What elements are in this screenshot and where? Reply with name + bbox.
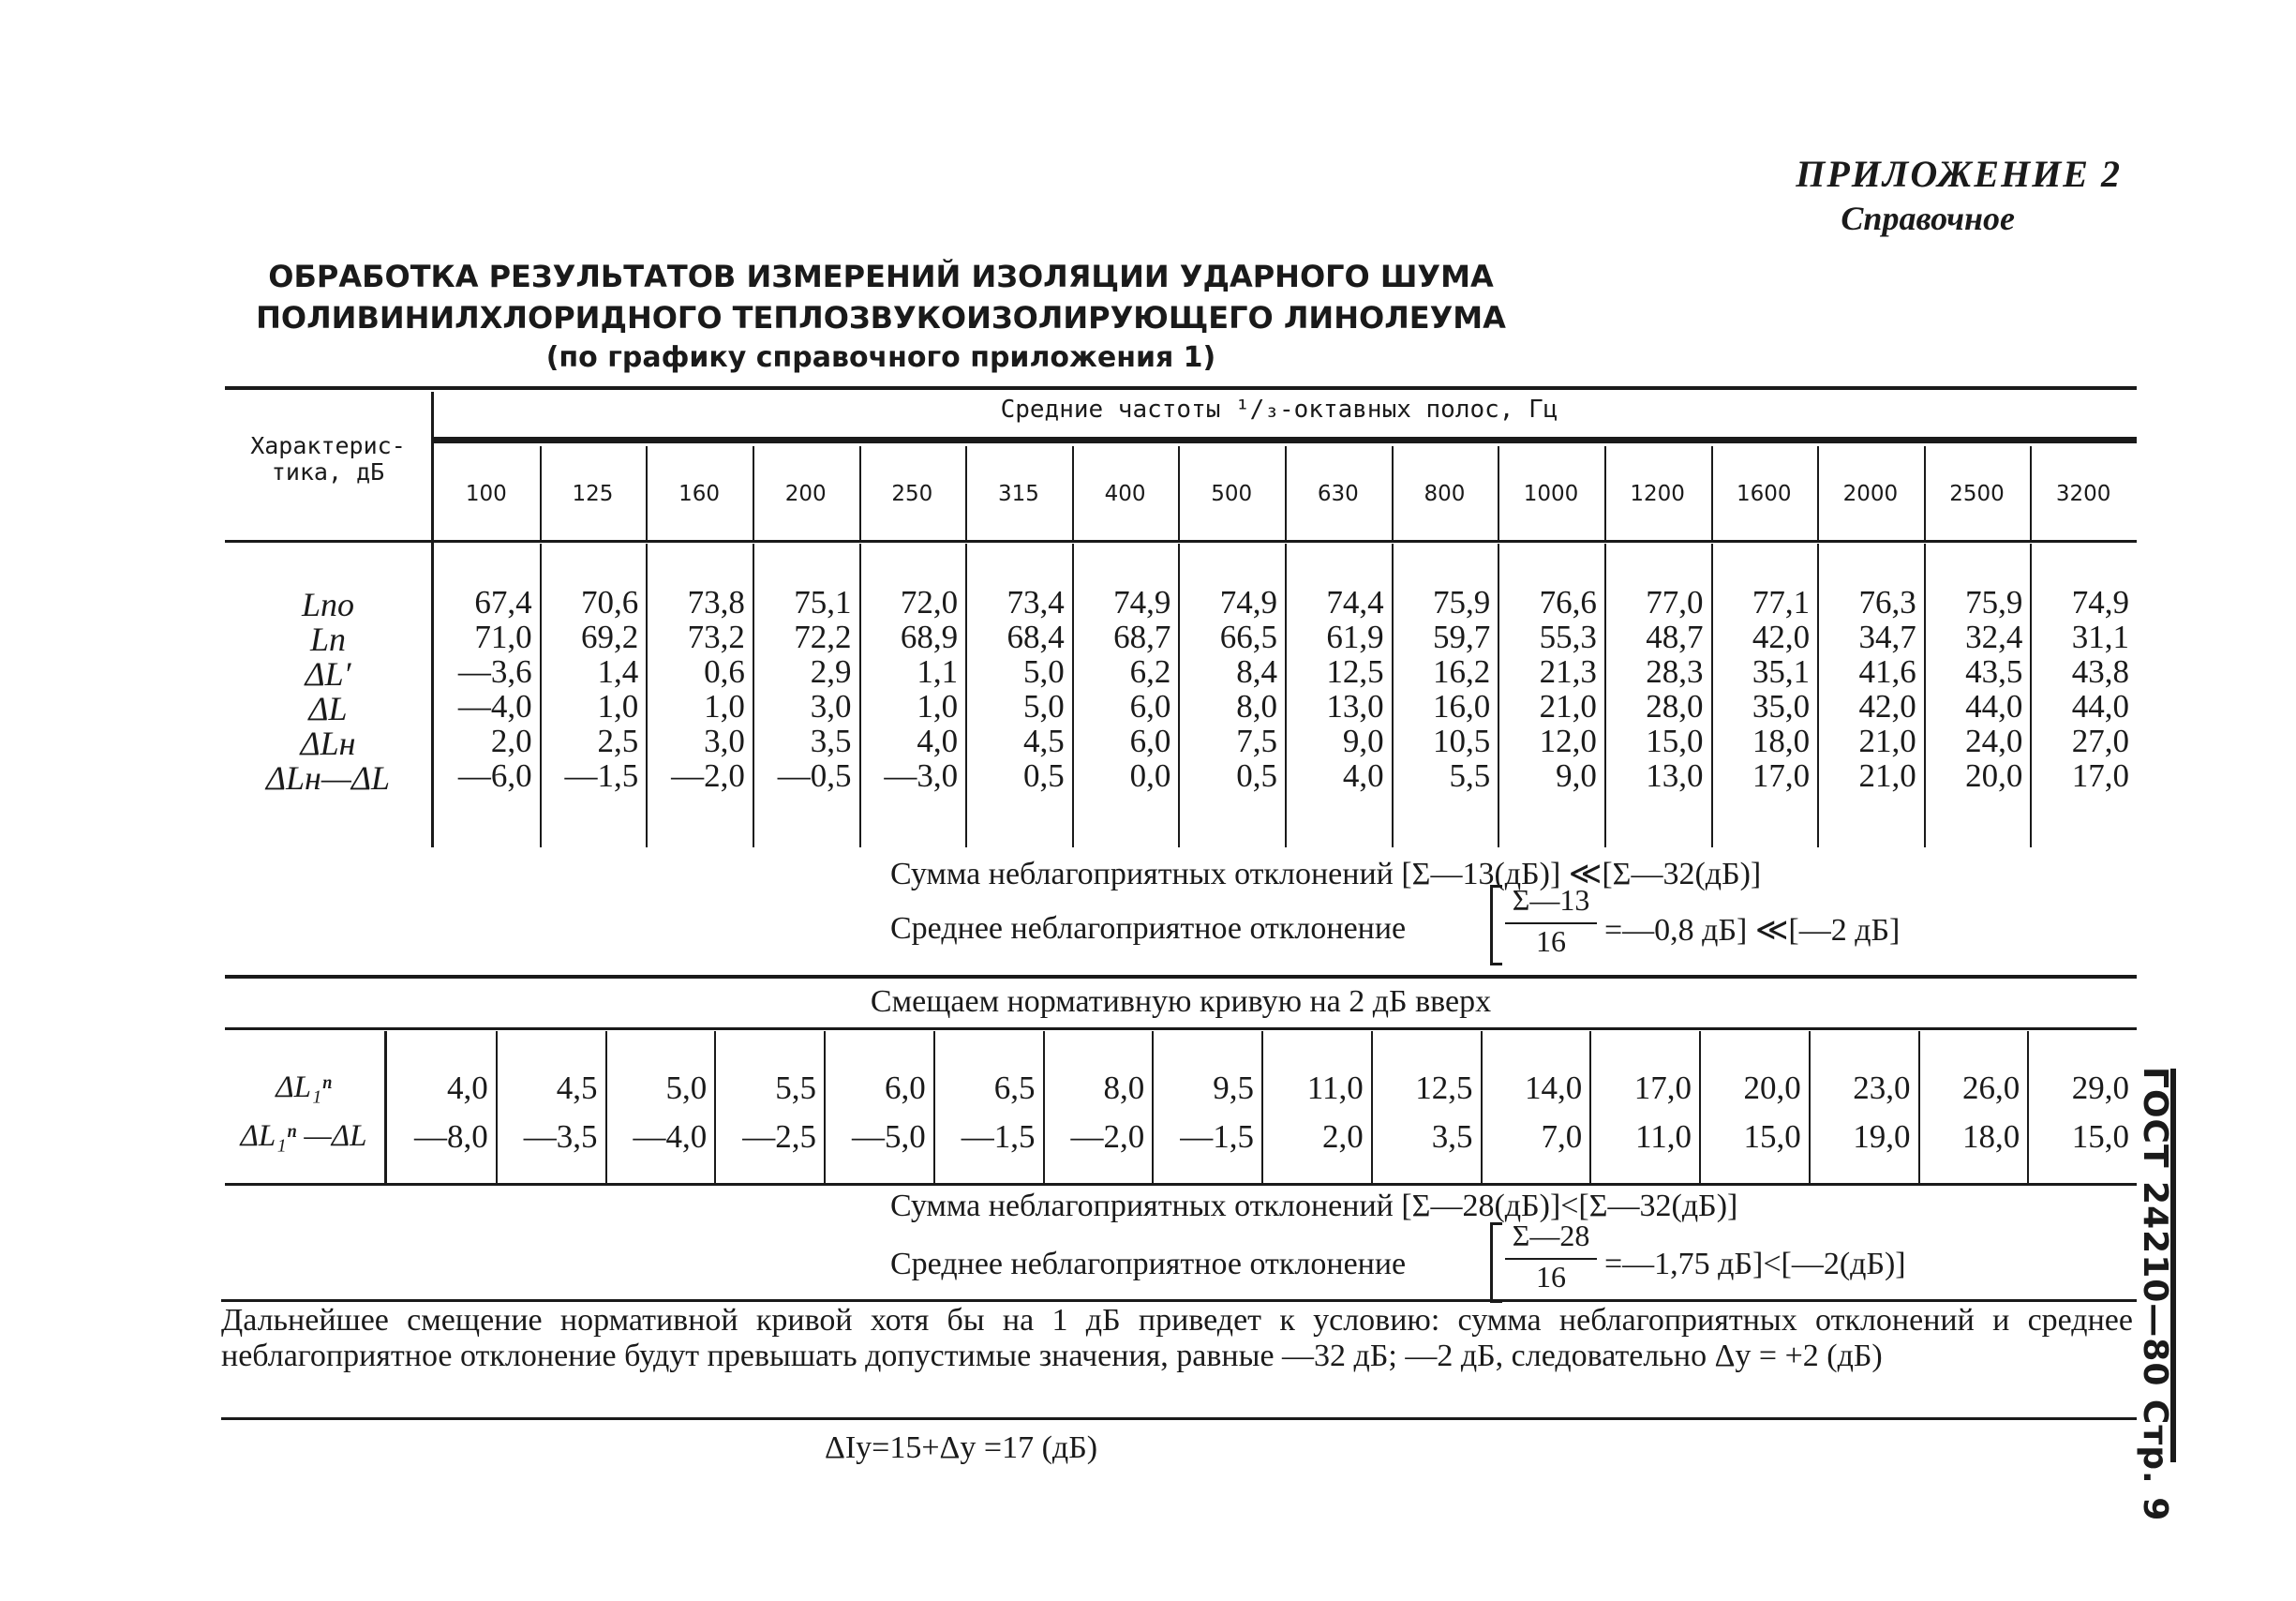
column-divider	[1498, 446, 1499, 540]
table-cell: —8,0	[414, 1118, 488, 1155]
avg-result-1: =—0,8 дБ] ≪[—2 дБ]	[1604, 913, 1901, 948]
table-cell: 18,0	[1752, 723, 1811, 759]
table-cell: 5,0	[1023, 653, 1065, 690]
table-cell: 7,5	[1236, 723, 1277, 759]
conclusion-rule	[221, 1299, 2137, 1302]
table-cell: 72,0	[900, 584, 959, 621]
table2-heading-rule	[225, 1027, 2137, 1030]
table-cell: —3,5	[523, 1118, 598, 1155]
table-cell: 21,3	[1539, 653, 1597, 690]
table-cell: —1,5	[1180, 1118, 1254, 1155]
frequency-cell: 500	[1211, 482, 1253, 506]
table-cell: 12,0	[1539, 723, 1597, 759]
frequency-cell: 1000	[1523, 482, 1579, 506]
table-cell: —4,0	[457, 688, 532, 725]
avg-numerator-1: Σ—13	[1512, 883, 1590, 917]
characteristic-header: Характерис- тика, дБ	[250, 432, 406, 486]
row-label: ΔL₁ⁿ	[276, 1070, 332, 1104]
row-label: Lп	[309, 621, 347, 658]
table2-top-rule	[225, 975, 2137, 979]
table-cell: 32,4	[1965, 619, 2023, 655]
table-cell: —0,5	[777, 757, 852, 794]
column-divider	[1481, 1031, 1483, 1183]
table-cell: 9,0	[1342, 723, 1384, 759]
column-divider	[1178, 446, 1180, 540]
table1-header-rule	[225, 540, 2137, 543]
sum-deviations-2: Сумма неблагоприятных отклонений [Σ—28(дБ)]<[Σ—32(дБ)]	[890, 1189, 1738, 1223]
column-divider	[753, 446, 754, 540]
table-cell: 9,5	[1213, 1070, 1254, 1106]
table-cell: 14,0	[1525, 1070, 1583, 1106]
table-cell: 13,0	[1646, 757, 1704, 794]
frequency-header: Средние частоты ¹/₃-октавных полос, Гц	[1000, 396, 1558, 424]
conclusion-paragraph: Дальнейшее смещение нормативной кривой хотя бы на 1 дБ приведет к условию: сумма неблагоприятных отклонений и среднее неблагоприятное отклонение будут превышать допустимые значения, равные —32 дБ; —2 дБ, следовательно Δу = +2 (дБ)	[221, 1303, 2133, 1373]
column-divider	[2027, 1031, 2029, 1183]
table-cell: 48,7	[1646, 619, 1704, 655]
table-cell: 44,0	[2071, 688, 2129, 725]
frequency-cell: 630	[1317, 482, 1359, 506]
table1-top-rule	[225, 386, 2137, 390]
table-cell: 73,8	[687, 584, 745, 621]
table-cell: 43,5	[1965, 653, 2023, 690]
table-cell: 2,0	[1322, 1118, 1364, 1155]
table-cell: 75,9	[1965, 584, 2023, 621]
column-divider	[1817, 446, 1819, 540]
table-cell: 20,0	[1743, 1070, 1801, 1106]
table-cell: 3,5	[810, 723, 852, 759]
column-divider	[1809, 1031, 1811, 1183]
table-cell: 15,0	[1646, 723, 1704, 759]
column-divider	[1924, 446, 1926, 540]
table-cell: 74,9	[1219, 584, 1277, 621]
table-cell: 68,7	[1113, 619, 1171, 655]
column-divider	[933, 1031, 935, 1183]
table-cell: 4,5	[1023, 723, 1065, 759]
table-cell: 2,5	[597, 723, 639, 759]
table-cell: 76,3	[1858, 584, 1916, 621]
row-label: Lпо	[301, 586, 355, 623]
table-cell: 6,0	[1129, 723, 1171, 759]
frequency-cell: 2500	[1949, 482, 2005, 506]
annex-sublabel: Справочное	[1841, 200, 2015, 237]
table-cell: 0,6	[704, 653, 745, 690]
table-cell: 12,5	[1326, 653, 1384, 690]
table-cell: 1,0	[704, 688, 745, 725]
table-cell: 18,0	[1962, 1118, 2020, 1155]
table-cell: 55,3	[1539, 619, 1597, 655]
table-cell: 67,4	[474, 584, 532, 621]
table-cell: 34,7	[1858, 619, 1916, 655]
frequency-cell: 200	[784, 482, 827, 506]
table-cell: 24,0	[1965, 723, 2023, 759]
table-cell: 73,4	[1006, 584, 1065, 621]
table-cell: 75,9	[1433, 584, 1491, 621]
table-cell: 21,0	[1858, 723, 1916, 759]
column-divider	[1918, 1031, 1920, 1183]
table-cell: 8,4	[1236, 653, 1277, 690]
table-cell: 71,0	[474, 619, 532, 655]
table-cell: 3,0	[704, 723, 745, 759]
table-cell: 76,6	[1539, 584, 1597, 621]
table-cell: 5,0	[1023, 688, 1065, 725]
avg-deviation-label-1: Среднее неблагоприятное отклонение	[890, 911, 1407, 946]
table2-bottom-rule	[225, 1183, 2137, 1186]
table-cell: 16,2	[1433, 653, 1491, 690]
table-cell: 35,0	[1752, 688, 1811, 725]
table-cell: —2,0	[1070, 1118, 1145, 1155]
row-label: ΔL′	[305, 655, 351, 693]
table-cell: —3,6	[457, 653, 532, 690]
table-cell: 4,0	[917, 723, 959, 759]
frequency-cell: 125	[572, 482, 614, 506]
table-cell: 11,0	[1635, 1118, 1692, 1155]
table-cell: 75,1	[794, 584, 852, 621]
table-cell: 6,0	[1129, 688, 1171, 725]
table-cell: 68,9	[900, 619, 959, 655]
column-divider	[1285, 446, 1287, 540]
avg-result-2: =—1,75 дБ]<[—2(дБ)]	[1604, 1247, 1906, 1281]
column-divider	[1261, 1031, 1263, 1183]
table-cell: 0,5	[1236, 757, 1277, 794]
frequency-cell: 3200	[2055, 482, 2111, 506]
table-cell: 72,2	[794, 619, 852, 655]
table-cell: 0,5	[1023, 757, 1065, 794]
table-cell: 43,8	[2071, 653, 2129, 690]
table-cell: 0,0	[1129, 757, 1171, 794]
column-divider	[714, 1031, 716, 1183]
table-cell: —2,5	[742, 1118, 816, 1155]
table-cell: 10,5	[1433, 723, 1491, 759]
avg-numerator-2: Σ—28	[1512, 1219, 1590, 1252]
row-label: ΔLн	[300, 725, 356, 762]
table-cell: 77,0	[1646, 584, 1704, 621]
table-cell: 26,0	[1962, 1070, 2020, 1106]
doc-title-line3: (по графику справочного приложения 1)	[545, 341, 1216, 374]
frequency-cell: 250	[891, 482, 933, 506]
table-cell: 29,0	[2071, 1070, 2129, 1106]
table-cell: 13,0	[1326, 688, 1384, 725]
column-divider	[965, 446, 967, 540]
column-divider	[824, 1031, 826, 1183]
table-cell: 17,0	[2071, 757, 2129, 794]
table-cell: 15,0	[1743, 1118, 1801, 1155]
table-cell: 17,0	[1752, 757, 1811, 794]
table-cell: —4,0	[633, 1118, 708, 1155]
table-cell: 66,5	[1219, 619, 1277, 655]
row-label: ΔL	[308, 690, 348, 727]
table-cell: —1,5	[564, 757, 639, 794]
annex-label: ПРИЛОЖЕНИЕ 2	[1796, 153, 2122, 195]
column-divider	[1711, 446, 1713, 540]
table-cell: 16,0	[1433, 688, 1491, 725]
column-divider	[1152, 1031, 1154, 1183]
column-divider	[605, 1031, 607, 1183]
formula-rule	[221, 1417, 2137, 1420]
table-cell: 5,0	[665, 1070, 708, 1106]
table-cell: 73,2	[687, 619, 745, 655]
table-cell: 12,5	[1415, 1070, 1473, 1106]
table-cell: 8,0	[1236, 688, 1277, 725]
sum-deviations-1: Сумма неблагоприятных отклонений [Σ—13(дБ)] ≪[Σ—32(дБ)]	[890, 857, 1762, 891]
table-cell: 77,1	[1752, 584, 1811, 621]
frequency-cell: 1600	[1737, 482, 1792, 506]
table-cell: 74,9	[2071, 584, 2129, 621]
table-cell: 6,2	[1129, 653, 1171, 690]
table-cell: 68,4	[1006, 619, 1065, 655]
frequency-cell: 400	[1104, 482, 1146, 506]
table-cell: 9,0	[1556, 757, 1597, 794]
column-divider	[540, 446, 542, 540]
table-cell: 44,0	[1965, 688, 2023, 725]
table-cell: 61,9	[1326, 619, 1384, 655]
table-cell: 27,0	[2071, 723, 2129, 759]
table-cell: —6,0	[457, 757, 532, 794]
avg-denominator-1: 16	[1536, 924, 1566, 958]
frequency-cell: 100	[465, 482, 507, 506]
table-cell: 41,6	[1858, 653, 1916, 690]
table-cell: 42,0	[1752, 619, 1811, 655]
table-cell: —3,0	[884, 757, 959, 794]
table-cell: 11,0	[1306, 1070, 1364, 1106]
table-cell: 5,5	[1449, 757, 1491, 794]
table1-freq-rule	[433, 437, 2137, 443]
frequency-cell: 315	[997, 482, 1039, 506]
table-cell: 28,0	[1646, 688, 1704, 725]
column-divider	[1371, 1031, 1373, 1183]
column-divider	[1699, 1031, 1701, 1183]
table-cell: 6,0	[885, 1070, 926, 1106]
table-cell: 23,0	[1853, 1070, 1911, 1106]
table-cell: 2,9	[810, 653, 852, 690]
column-divider	[1392, 446, 1394, 540]
table-cell: 74,9	[1113, 584, 1171, 621]
side-running-header	[2136, 1067, 2202, 1522]
table-cell: 1,1	[917, 653, 959, 690]
table-cell: 19,0	[1853, 1118, 1911, 1155]
column-divider	[496, 1031, 498, 1183]
table-cell: 70,6	[581, 584, 639, 621]
doc-title-line2: ПОЛИВИНИЛХЛОРИДНОГО ТЕПЛОЗВУКОИЗОЛИРУЮЩЕГО ЛИНОЛЕУМА	[256, 300, 1506, 336]
side-label: ГОСТ 24210—80 Стр. 9	[2136, 1067, 2174, 1522]
frequency-cell: 2000	[1842, 482, 1899, 506]
table-cell: 15,0	[2071, 1118, 2129, 1155]
final-formula: ΔIу=15+Δу =17 (дБ)	[825, 1430, 1098, 1465]
table-cell: —5,0	[852, 1118, 926, 1155]
table-cell: —2,0	[671, 757, 745, 794]
table-cell: 31,1	[2071, 619, 2129, 655]
table-cell: 59,7	[1433, 619, 1491, 655]
table-cell: 3,5	[1431, 1118, 1473, 1155]
row-label: ΔL₁ⁿ —ΔL	[240, 1119, 367, 1153]
table-cell: 21,0	[1858, 757, 1916, 794]
column-divider	[859, 446, 861, 540]
avg-deviation-label-2: Среднее неблагоприятное отклонение	[890, 1247, 1407, 1281]
table-cell: 3,0	[810, 688, 852, 725]
frequency-cell: 1200	[1630, 482, 1685, 506]
table-cell: 42,0	[1858, 688, 1916, 725]
table-cell: 7,0	[1541, 1118, 1583, 1155]
column-divider	[1072, 446, 1074, 540]
column-divider	[646, 446, 648, 540]
table-cell: 1,4	[597, 653, 639, 690]
column-divider	[1043, 1031, 1045, 1183]
row-label: ΔLн—ΔL	[265, 759, 391, 797]
table-cell: 1,0	[597, 688, 639, 725]
table-cell: 2,0	[490, 723, 532, 759]
doc-title-line1: ОБРАБОТКА РЕЗУЛЬТАТОВ ИЗМЕРЕНИЙ ИЗОЛЯЦИИ УДАРНОГО ШУМА	[268, 259, 1494, 294]
table-cell: —1,5	[961, 1118, 1036, 1155]
table-cell: 4,0	[1342, 757, 1384, 794]
frequency-cell: 160	[678, 482, 721, 506]
frequency-cell: 800	[1424, 482, 1466, 506]
table-cell: 4,5	[556, 1070, 598, 1106]
table-cell: 5,5	[775, 1070, 816, 1106]
table-cell: 6,5	[993, 1070, 1036, 1106]
table-cell: 4,0	[447, 1070, 488, 1106]
table-cell: 69,2	[581, 619, 639, 655]
column-divider	[1604, 446, 1606, 540]
table-cell: 21,0	[1539, 688, 1597, 725]
table-cell: 74,4	[1326, 584, 1384, 621]
table2-divider	[384, 1031, 387, 1183]
column-divider	[2030, 446, 2032, 540]
table-cell: 1,0	[917, 688, 959, 725]
table-cell: 35,1	[1752, 653, 1811, 690]
column-divider	[1589, 1031, 1591, 1183]
table-cell: 8,0	[1103, 1070, 1145, 1106]
table-cell: 28,3	[1646, 653, 1704, 690]
table-cell: 17,0	[1633, 1070, 1692, 1106]
avg-denominator-2: 16	[1536, 1260, 1566, 1294]
shift-heading: Смещаем нормативную кривую на 2 дБ вверх	[870, 984, 1492, 1019]
table-cell: 20,0	[1965, 757, 2023, 794]
